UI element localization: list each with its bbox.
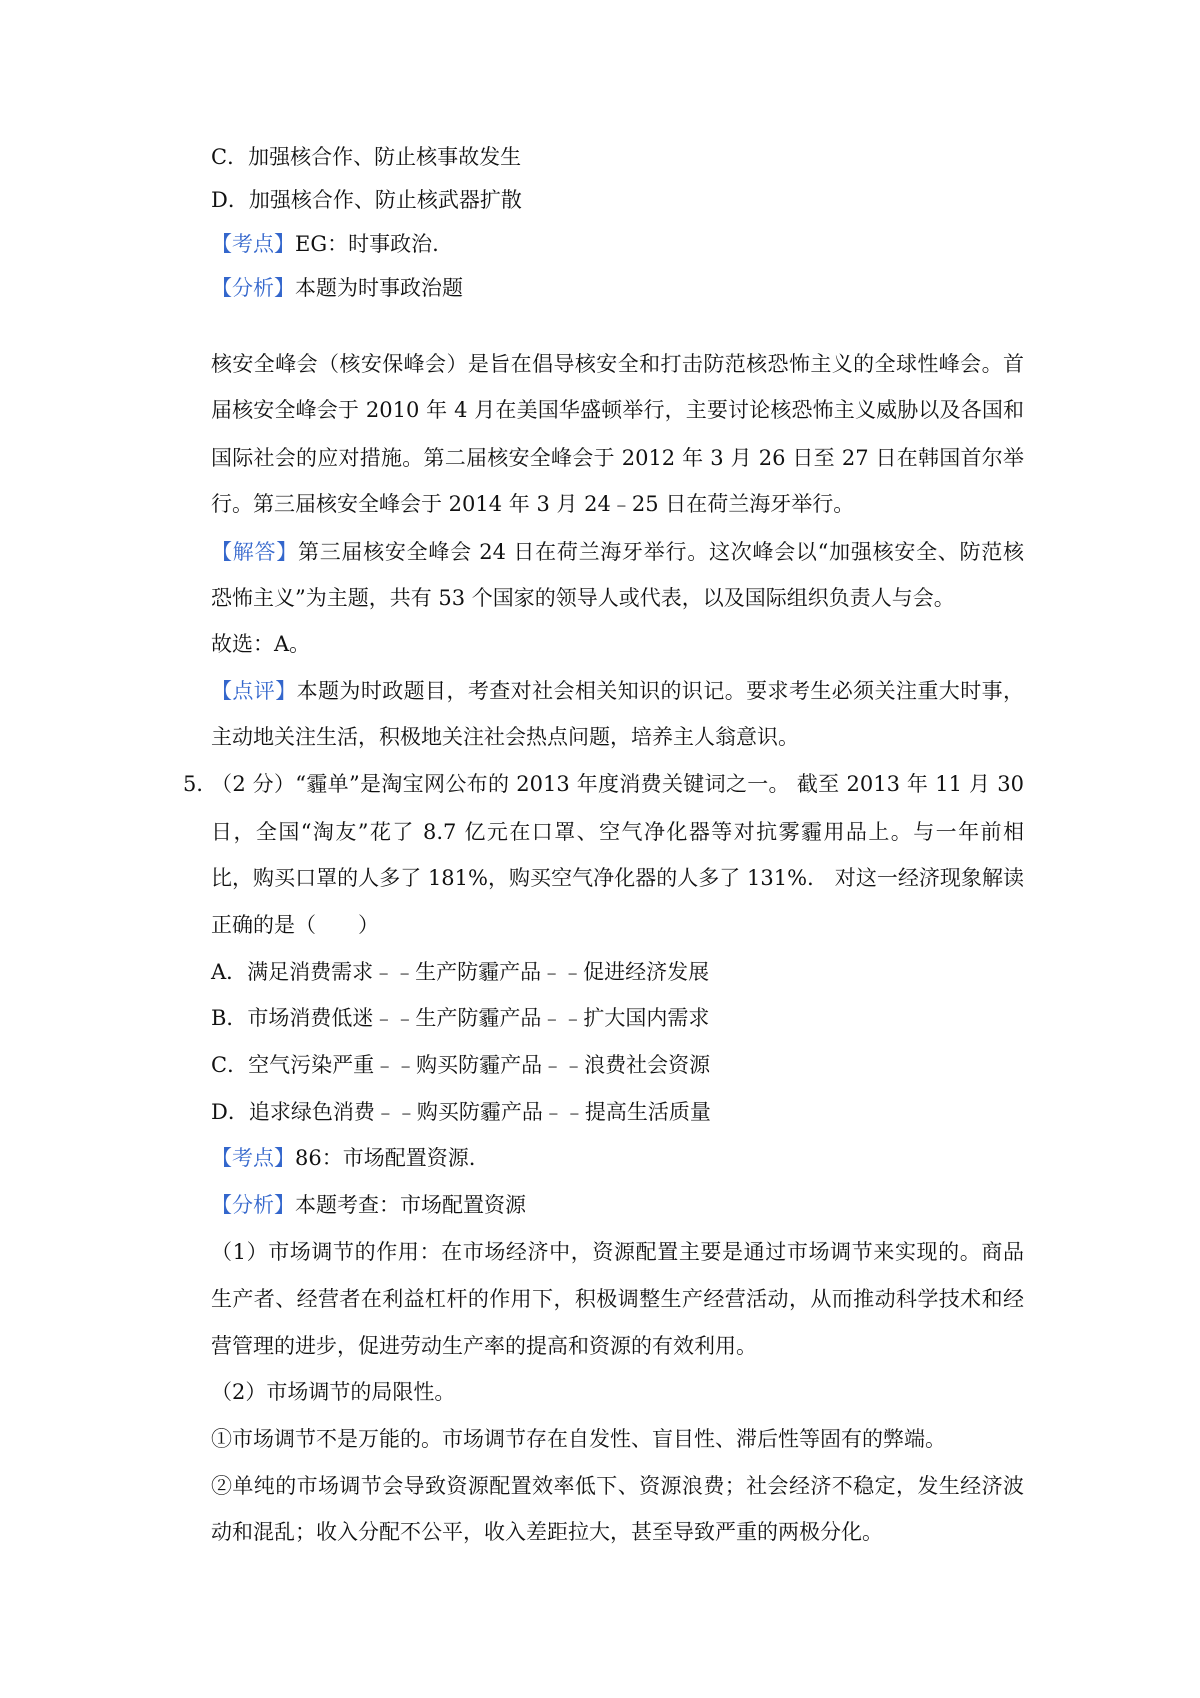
q5-kaodian-tag: 【考点】 <box>211 1146 295 1170</box>
q4-option-d: D．加强核合作、防止核武器扩散 <box>211 188 522 212</box>
q5-option-b: B．市场消费低迷﹣﹣生产防霾产品﹣﹣扩大国内需求 <box>211 1006 710 1030</box>
q4-fenxi-tag: 【分析】 <box>211 276 295 300</box>
q5-analysis2-title: （2）市场调节的局限性。 <box>211 1380 456 1404</box>
q5-point-2-line-1: ②单纯的市场调节会导致资源配置效率低下、资源浪费；社会经济不稳定，发生经济波 <box>211 1474 1024 1498</box>
q5-fenxi-text: 本题考查：市场配置资源 <box>295 1193 526 1217</box>
q5-stem-line-1: （2 分）“霾单”是淘宝网公布的 2013 年度消费关键词之一。 截至 2013 年 11 月 30 <box>211 772 1024 796</box>
q5-analysis1-line-2: 生产者、经营者在利益杠杆的作用下，积极调整生产经营活动，从而推动科学技术和经 <box>211 1287 1024 1311</box>
q4-kaodian-tag: 【考点】 <box>211 232 295 256</box>
q5-point-2-line-2: 动和混乱；收入分配不公平，收入差距拉大，甚至导致严重的两极分化。 <box>211 1520 883 1544</box>
q4-kaodian <box>211 230 439 258</box>
q4-jieda-text: 第三届核安全峰会 24 日在荷兰海牙举行。这次峰会以“加强核安全、防范核 <box>297 540 1025 564</box>
q4-dianping-text: 本题为时政题目，考查对社会相关知识的识记。要求考生必须关注重大时事， <box>296 679 1025 703</box>
q4-dianping-line-2: 主动地关注生活，积极地关注社会热点问题，培养主人翁意识。 <box>211 725 799 749</box>
q5-stem-line-4: 正确的是（ ） <box>211 913 379 937</box>
q4-analysis-line-4: 行。第三届核安全峰会于 2014 年 3 月 24﹣25 日在荷兰海牙举行。 <box>211 492 855 516</box>
q4-dianping-line-1 <box>211 677 1024 705</box>
q5-stem-line-3: 比，购买口罩的人多了 181%，购买空气净化器的人多了 131%． 对这一经济现象解读 <box>211 866 1024 890</box>
q4-jieda-tag: 【解答】 <box>211 540 298 564</box>
q5-option-c: C．空气污染严重﹣﹣购买防霾产品﹣﹣浪费社会资源 <box>211 1053 711 1077</box>
q4-fenxi <box>211 274 463 302</box>
q5-fenxi-tag: 【分析】 <box>211 1193 295 1217</box>
q4-fenxi-text: 本题为时事政治题 <box>295 276 463 300</box>
q5-kaodian <box>211 1144 475 1172</box>
q5-stem-line-2: 日，全国“淘友”花了 8.7 亿元在口罩、空气净化器等对抗雾霾用品上。与一年前相 <box>211 820 1024 844</box>
q5-point-1: ①市场调节不是万能的。市场调节存在自发性、盲目性、滞后性等固有的弊端。 <box>211 1427 946 1451</box>
q4-option-c: C．加强核合作、防止核事故发生 <box>211 145 522 169</box>
q4-dianping-tag: 【点评】 <box>211 679 297 703</box>
q5-option-d: D．追求绿色消费﹣﹣购买防霾产品﹣﹣提高生活质量 <box>211 1100 711 1124</box>
q4-analysis-line-1: 核安全峰会（核安保峰会）是旨在倡导核安全和打击防范核恐怖主义的全球性峰会。首 <box>211 352 1024 376</box>
q4-jieda-line-2: 恐怖主义”为主题，共有 53 个国家的领导人或代表，以及国际组织负责人与会。 <box>211 586 955 610</box>
q4-analysis-line-3: 国际社会的应对措施。第二届核安全峰会于 2012 年 3 月 26 日至 27 日在韩国首尔举 <box>211 446 1024 470</box>
q5-analysis1-line-1: （1）市场调节的作用：在市场经济中，资源配置主要是通过市场调节来实现的。商品 <box>211 1240 1024 1264</box>
q4-answer: 故选：A。 <box>211 632 311 656</box>
q5-analysis1-line-3: 营管理的进步，促进劳动生产率的提高和资源的有效利用。 <box>211 1334 757 1358</box>
q4-kaodian-text: EG：时事政治. <box>295 232 439 256</box>
q5-option-a: A．满足消费需求﹣﹣生产防霾产品﹣﹣促进经济发展 <box>211 960 710 984</box>
q5-fenxi <box>211 1191 526 1219</box>
q4-jieda-line-1 <box>211 538 1024 566</box>
q4-analysis-line-2: 届核安全峰会于 2010 年 4 月在美国华盛顿举行，主要讨论核恐怖主义威胁以及各国和 <box>211 398 1024 422</box>
q5-kaodian-text: 86：市场配置资源. <box>295 1146 476 1170</box>
q5-number: 5． <box>183 772 218 796</box>
